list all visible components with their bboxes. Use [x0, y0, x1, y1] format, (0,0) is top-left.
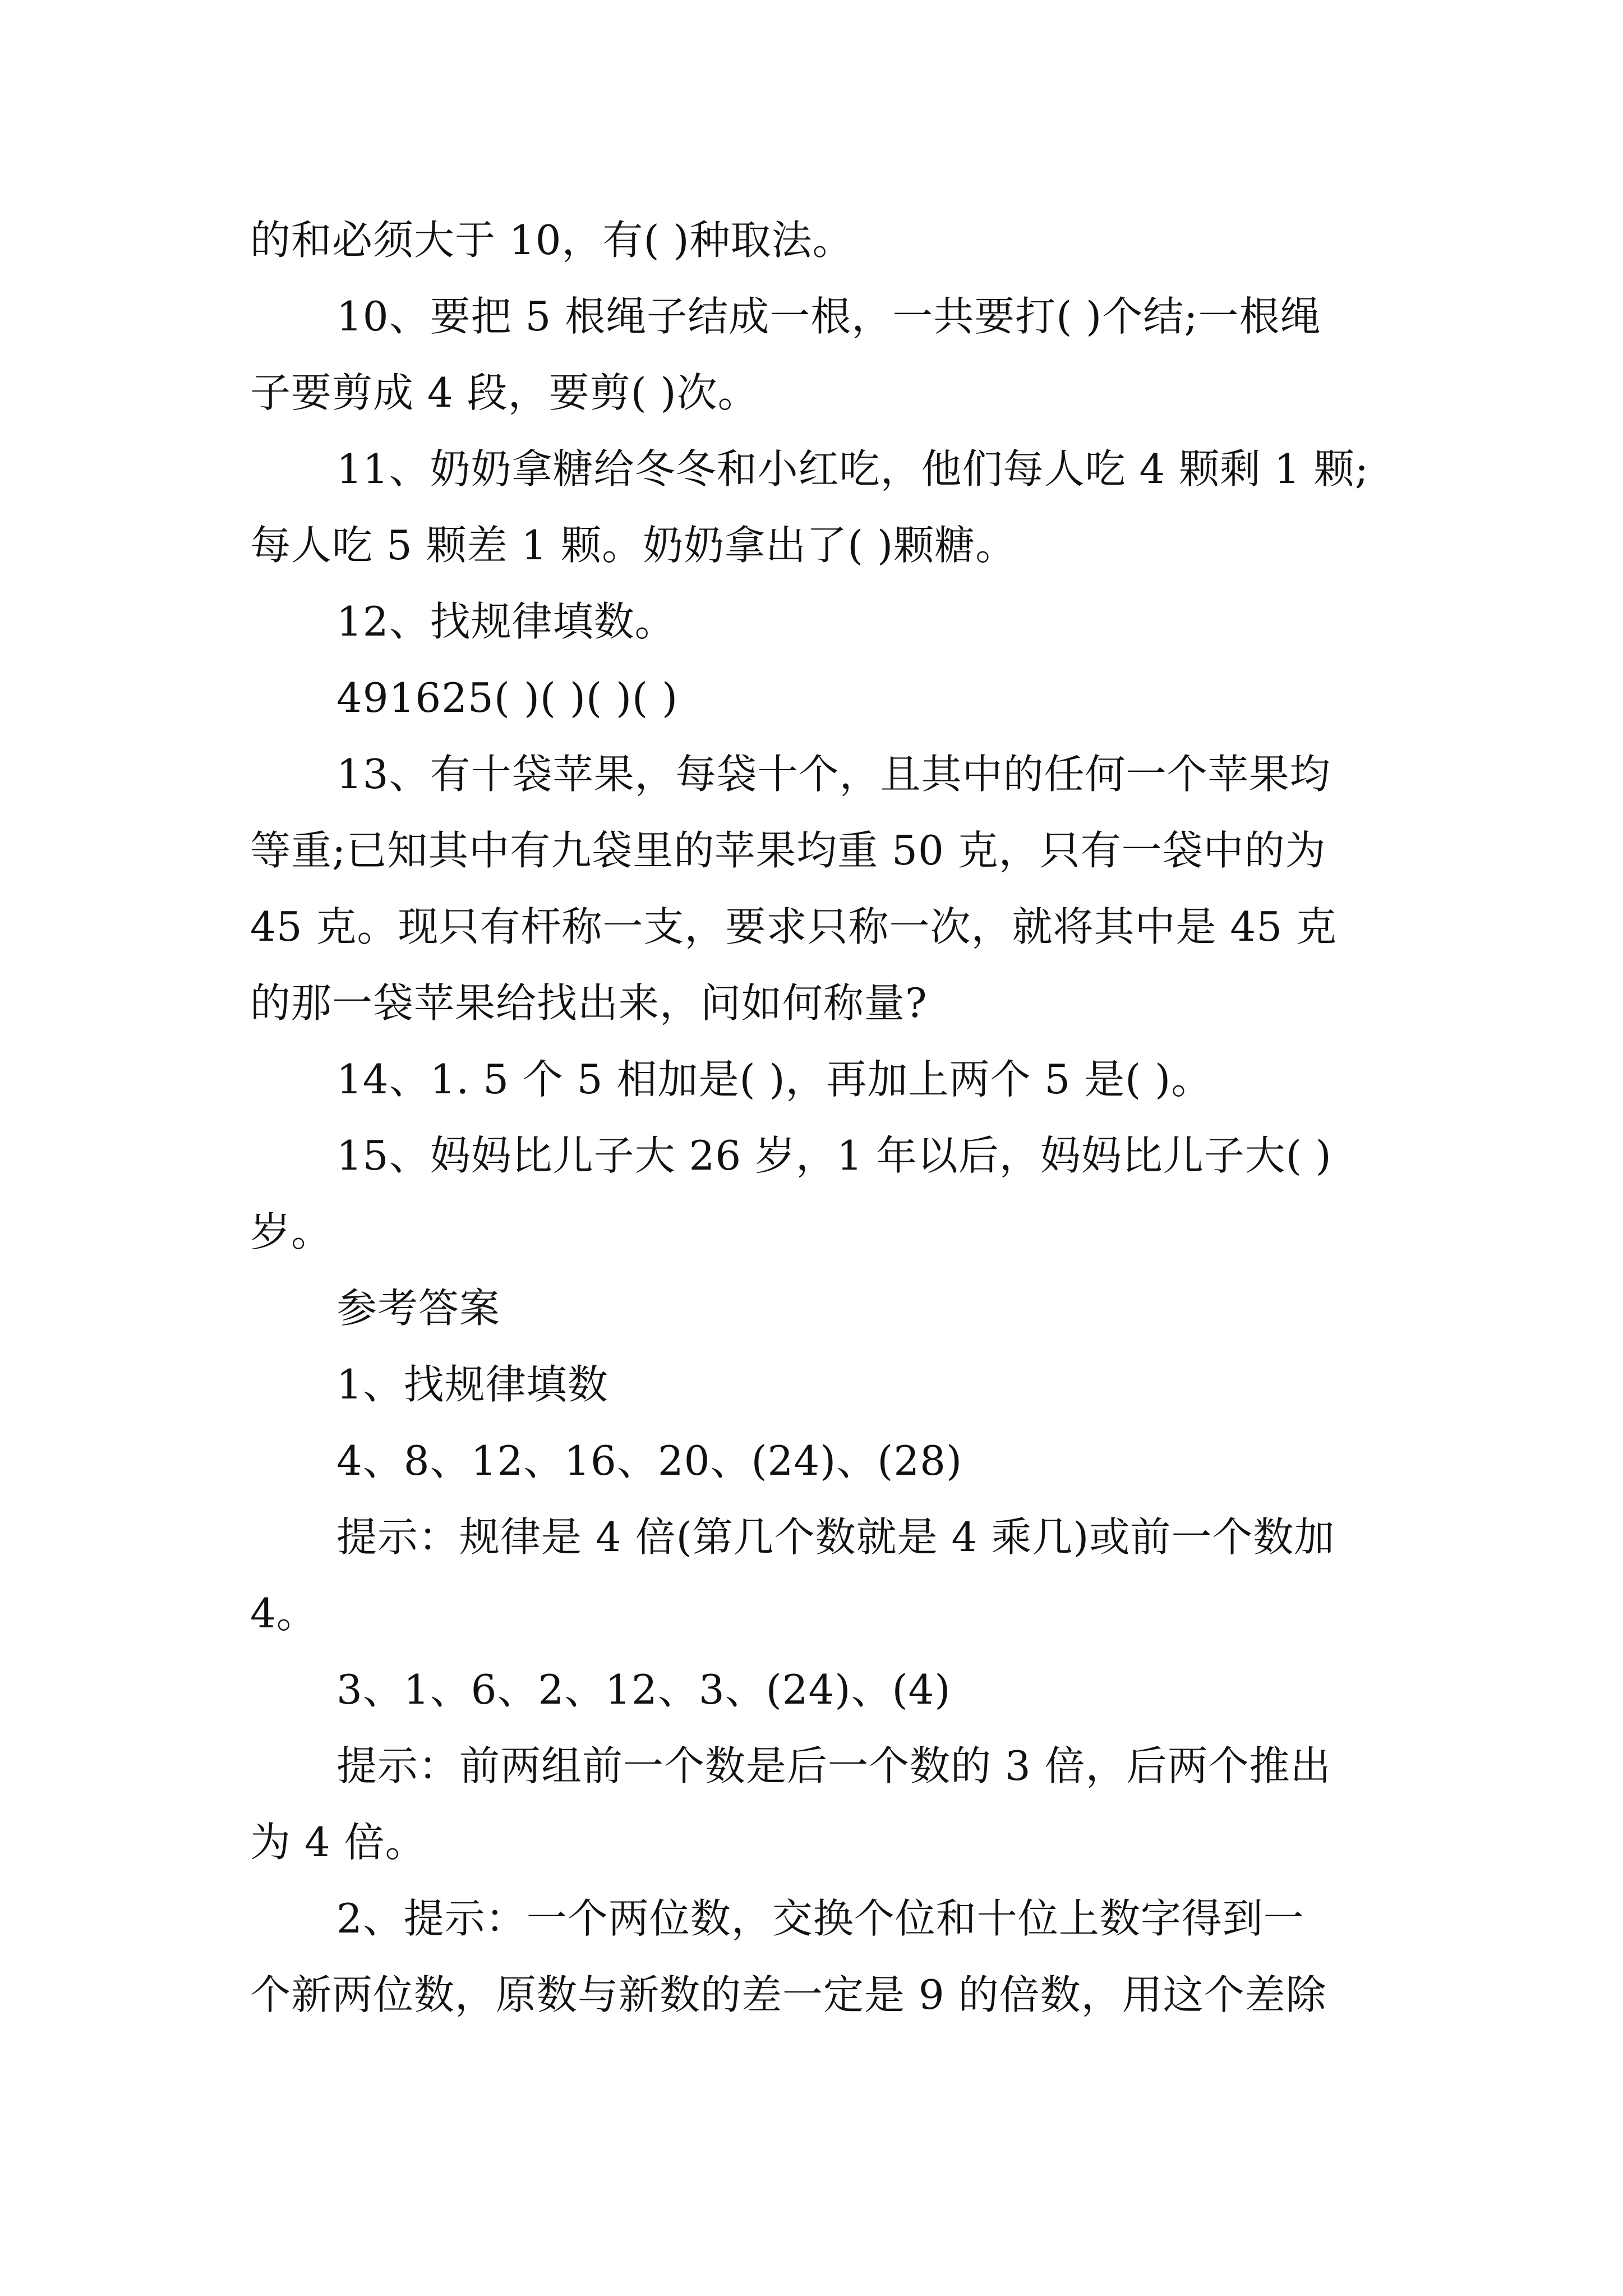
- text-line: 提示：前两组前一个数是后一个数的 3 倍，后两个推出: [336, 1742, 1331, 1789]
- text-line: 491625( )( )( )( ): [336, 674, 679, 721]
- text-line: 的那一袋苹果给找出来，问如何称量?: [250, 979, 928, 1027]
- text-line: 岁。: [250, 1208, 333, 1255]
- text-line: 11、奶奶拿糖给冬冬和小红吃，他们每人吃 4 颗剩 1 颗;: [336, 445, 1370, 493]
- text-line: 提示：规律是 4 倍(第几个数就是 4 乘几)或前一个数加: [336, 1513, 1335, 1561]
- text-line: 个新两位数，原数与新数的差一定是 9 的倍数，用这个差除: [250, 1971, 1327, 2018]
- text-line: 10、要把 5 根绳子结成一根，一共要打( )个结;一根绳: [336, 293, 1321, 340]
- text-line: 2、提示：一个两位数，交换个位和十位上数字得到一: [336, 1895, 1304, 1942]
- text-line: 1、找规律填数: [336, 1361, 608, 1408]
- text-line: 4。: [250, 1590, 317, 1637]
- text-line: 每人吃 5 颗差 1 颗。奶奶拿出了( )颗糖。: [250, 522, 1017, 569]
- text-line: 子要剪成 4 段，要剪( )次。: [250, 369, 759, 416]
- text-line: 14、1. 5 个 5 相加是( )，再加上两个 5 是( )。: [336, 1056, 1212, 1103]
- text-line: 12、找规律填数。: [336, 598, 676, 645]
- text-line: 等重;已知其中有九袋里的苹果均重 50 克，只有一袋中的为: [250, 827, 1326, 874]
- text-line: 3、1、6、2、12、3、(24)、(4): [336, 1666, 951, 1713]
- section-heading: 参考答案: [336, 1285, 501, 1332]
- text-line: 4、8、12、16、20、(24)、(28): [336, 1437, 963, 1484]
- text-line: 45 克。现只有杆称一支，要求只称一次，就将其中是 45 克: [250, 903, 1337, 950]
- text-line: 的和必须大于 10，有( )种取法。: [250, 217, 854, 264]
- text-line: 为 4 倍。: [250, 1819, 426, 1866]
- text-line: 15、妈妈比儿子大 26 岁，1 年以后，妈妈比儿子大( ): [336, 1132, 1332, 1179]
- text-line: 13、有十袋苹果，每袋十个，且其中的任何一个苹果均: [336, 751, 1331, 798]
